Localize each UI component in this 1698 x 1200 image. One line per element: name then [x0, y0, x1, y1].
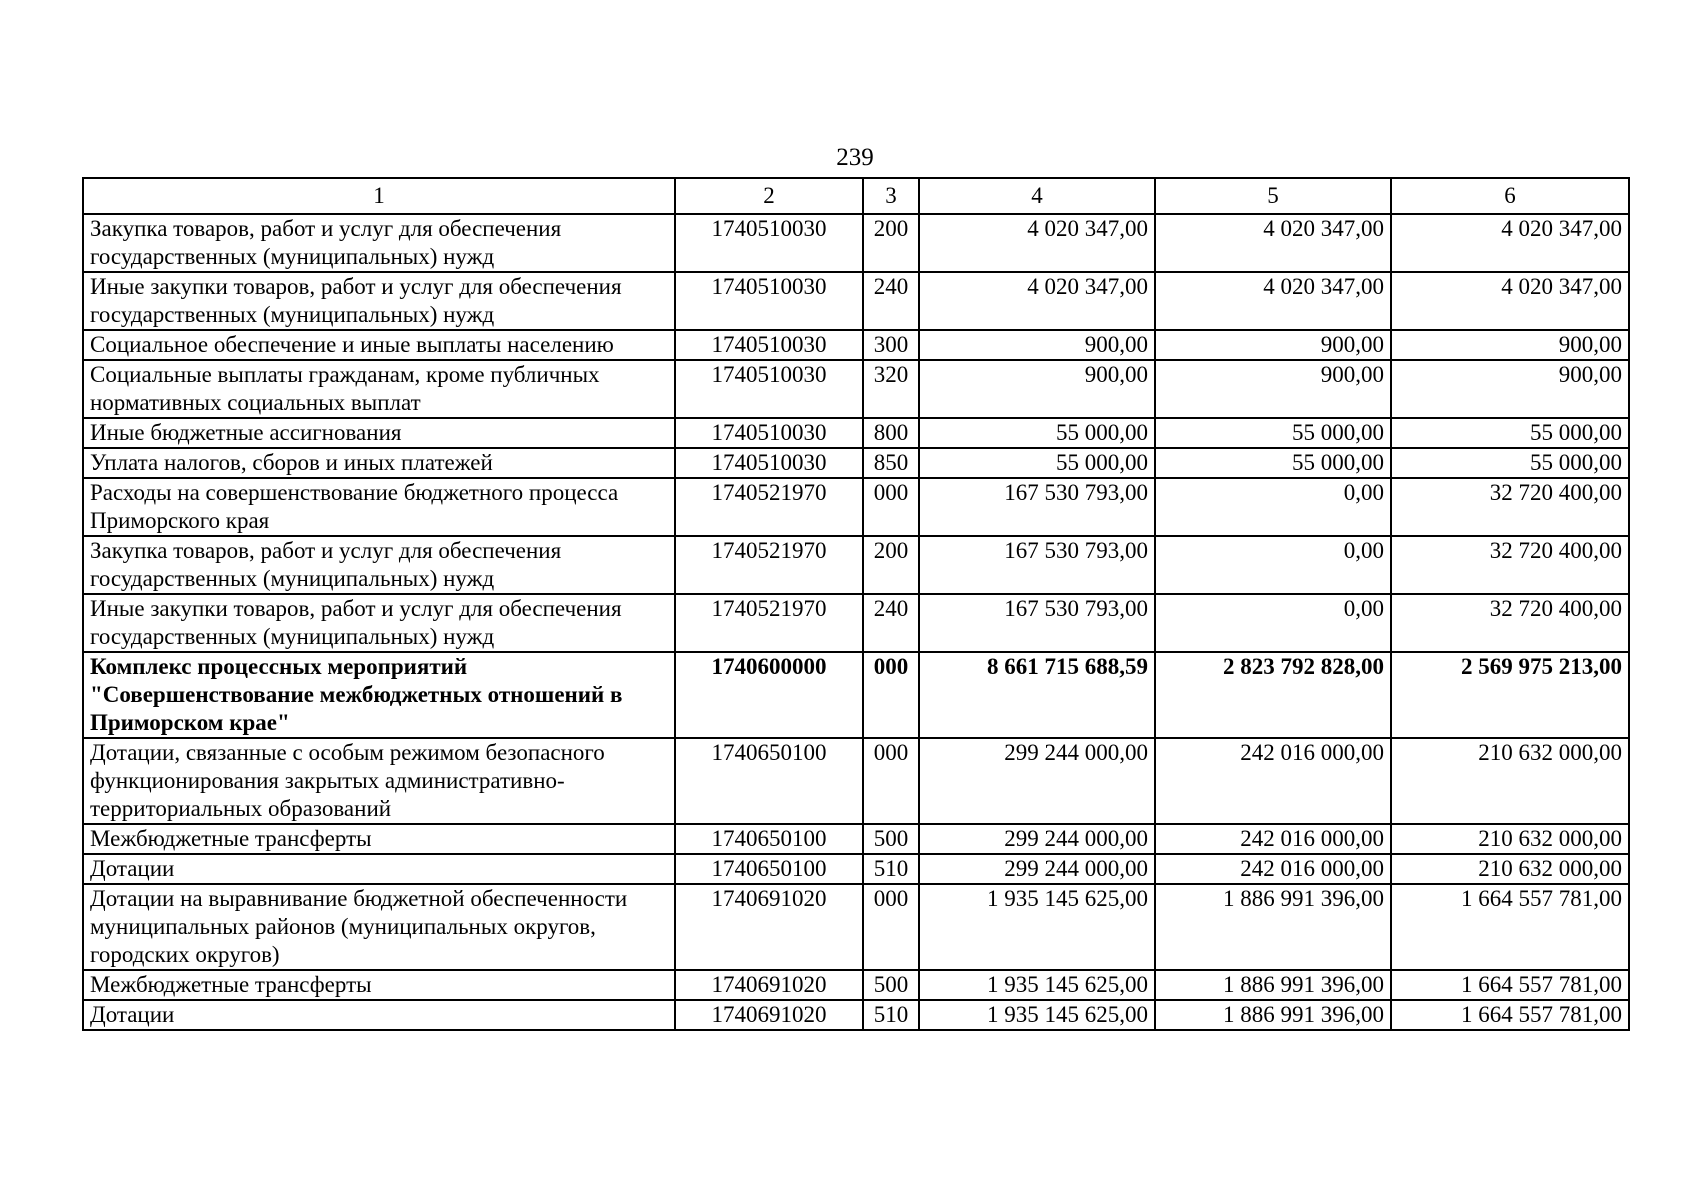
page-number: 239: [836, 144, 874, 171]
row-value-col4: 55 000,00: [919, 448, 1155, 478]
row-value-col6: 1 664 557 781,00: [1391, 1000, 1629, 1030]
row-value-col6: 4 020 347,00: [1391, 214, 1629, 272]
row-name: Комплекс процессных мероприятий "Совершенствование межбюджетных отношений в Приморском крае": [83, 652, 675, 738]
row-type: 240: [863, 272, 919, 330]
row-value-col4: 4 020 347,00: [919, 272, 1155, 330]
row-type: 000: [863, 478, 919, 536]
row-value-col5: 1 886 991 396,00: [1155, 970, 1391, 1000]
row-value-col5: 0,00: [1155, 536, 1391, 594]
table-body: [83, 214, 1629, 1030]
row-value-col4: 167 530 793,00: [919, 594, 1155, 652]
row-value-col4: 299 244 000,00: [919, 824, 1155, 854]
row-code: 1740510030: [675, 330, 863, 360]
row-name: Расходы на совершенствование бюджетного процесса Приморского края: [83, 478, 675, 536]
row-code: 1740510030: [675, 360, 863, 418]
row-value-col4: 4 020 347,00: [919, 214, 1155, 272]
table-row: [83, 272, 1629, 330]
row-type: 000: [863, 652, 919, 738]
row-name: Дотации: [83, 854, 675, 884]
row-value-col5: 55 000,00: [1155, 418, 1391, 448]
row-type: 800: [863, 418, 919, 448]
row-value-col6: 32 720 400,00: [1391, 594, 1629, 652]
column-header-2: 2: [675, 178, 863, 214]
row-type: 510: [863, 1000, 919, 1030]
row-value-col6: 4 020 347,00: [1391, 272, 1629, 330]
row-value-col6: 1 664 557 781,00: [1391, 884, 1629, 970]
row-name: Межбюджетные трансферты: [83, 824, 675, 854]
table-row: [83, 448, 1629, 478]
column-header-3: 3: [863, 178, 919, 214]
row-value-col6: 900,00: [1391, 330, 1629, 360]
table-row: [83, 738, 1629, 824]
row-name: Межбюджетные трансферты: [83, 970, 675, 1000]
row-name: Иные закупки товаров, работ и услуг для обеспечения государственных (муниципальных) нужд: [83, 272, 675, 330]
row-code: 1740510030: [675, 418, 863, 448]
column-header-5: 5: [1155, 178, 1391, 214]
row-code: 1740521970: [675, 478, 863, 536]
row-code: 1740521970: [675, 594, 863, 652]
table-row: [83, 854, 1629, 884]
table-row: [83, 536, 1629, 594]
column-header-6: 6: [1391, 178, 1629, 214]
row-value-col4: 1 935 145 625,00: [919, 1000, 1155, 1030]
row-value-col6: 900,00: [1391, 360, 1629, 418]
row-value-col4: 1 935 145 625,00: [919, 884, 1155, 970]
row-value-col6: 32 720 400,00: [1391, 478, 1629, 536]
row-name: Дотации: [83, 1000, 675, 1030]
row-value-col5: 55 000,00: [1155, 448, 1391, 478]
row-value-col4: 167 530 793,00: [919, 478, 1155, 536]
column-header-1: 1: [83, 178, 675, 214]
table-row: [83, 594, 1629, 652]
row-code: 1740650100: [675, 854, 863, 884]
row-value-col6: 210 632 000,00: [1391, 738, 1629, 824]
row-code: 1740600000: [675, 652, 863, 738]
row-value-col5: 4 020 347,00: [1155, 214, 1391, 272]
row-value-col6: 210 632 000,00: [1391, 854, 1629, 884]
row-type: 000: [863, 738, 919, 824]
row-code: 1740691020: [675, 884, 863, 970]
table-row: [83, 360, 1629, 418]
table-row: [83, 214, 1629, 272]
row-value-col5: 1 886 991 396,00: [1155, 1000, 1391, 1030]
row-value-col5: 2 823 792 828,00: [1155, 652, 1391, 738]
row-value-col5: 242 016 000,00: [1155, 854, 1391, 884]
row-value-col5: 0,00: [1155, 478, 1391, 536]
row-name: Социальные выплаты гражданам, кроме публичных нормативных социальных выплат: [83, 360, 675, 418]
row-code: 1740650100: [675, 824, 863, 854]
row-code: 1740510030: [675, 214, 863, 272]
row-value-col6: 210 632 000,00: [1391, 824, 1629, 854]
row-type: 850: [863, 448, 919, 478]
row-value-col6: 32 720 400,00: [1391, 536, 1629, 594]
row-value-col6: 1 664 557 781,00: [1391, 970, 1629, 1000]
table-header: [83, 178, 1629, 214]
row-type: 320: [863, 360, 919, 418]
row-value-col4: 167 530 793,00: [919, 536, 1155, 594]
row-type: 510: [863, 854, 919, 884]
row-value-col4: 8 661 715 688,59: [919, 652, 1155, 738]
row-value-col4: 299 244 000,00: [919, 738, 1155, 824]
row-value-col4: 1 935 145 625,00: [919, 970, 1155, 1000]
table-row: [83, 652, 1629, 738]
row-type: 240: [863, 594, 919, 652]
budget-table: [82, 177, 1630, 1031]
table-row: [83, 1000, 1629, 1030]
column-header-4: 4: [919, 178, 1155, 214]
row-value-col6: 2 569 975 213,00: [1391, 652, 1629, 738]
row-value-col6: 55 000,00: [1391, 418, 1629, 448]
row-value-col5: 900,00: [1155, 330, 1391, 360]
row-code: 1740521970: [675, 536, 863, 594]
row-type: 300: [863, 330, 919, 360]
row-type: 000: [863, 884, 919, 970]
row-name: Дотации на выравнивание бюджетной обеспеченности муниципальных районов (муниципальных округов, городских округов): [83, 884, 675, 970]
row-code: 1740650100: [675, 738, 863, 824]
row-value-col6: 55 000,00: [1391, 448, 1629, 478]
table-row: [83, 418, 1629, 448]
row-type: 200: [863, 536, 919, 594]
row-type: 500: [863, 824, 919, 854]
header-row: [83, 178, 1629, 214]
row-name: Закупка товаров, работ и услуг для обеспечения государственных (муниципальных) нужд: [83, 536, 675, 594]
row-value-col5: 242 016 000,00: [1155, 738, 1391, 824]
row-name: Закупка товаров, работ и услуг для обеспечения государственных (муниципальных) нужд: [83, 214, 675, 272]
row-value-col4: 900,00: [919, 330, 1155, 360]
row-value-col5: 0,00: [1155, 594, 1391, 652]
row-type: 200: [863, 214, 919, 272]
row-code: 1740510030: [675, 448, 863, 478]
row-name: Иные закупки товаров, работ и услуг для обеспечения государственных (муниципальных) нужд: [83, 594, 675, 652]
row-code: 1740691020: [675, 1000, 863, 1030]
table-row: [83, 330, 1629, 360]
row-value-col4: 299 244 000,00: [919, 854, 1155, 884]
row-value-col4: 900,00: [919, 360, 1155, 418]
row-name: Иные бюджетные ассигнования: [83, 418, 675, 448]
row-type: 500: [863, 970, 919, 1000]
table-row: [83, 970, 1629, 1000]
row-value-col5: 1 886 991 396,00: [1155, 884, 1391, 970]
row-value-col5: 900,00: [1155, 360, 1391, 418]
row-value-col5: 242 016 000,00: [1155, 824, 1391, 854]
row-name: Дотации, связанные с особым режимом безопасного функционирования закрытых административно-территориальных образований: [83, 738, 675, 824]
row-code: 1740691020: [675, 970, 863, 1000]
table-row: [83, 478, 1629, 536]
row-name: Уплата налогов, сборов и иных платежей: [83, 448, 675, 478]
row-value-col4: 55 000,00: [919, 418, 1155, 448]
row-value-col5: 4 020 347,00: [1155, 272, 1391, 330]
table-row: [83, 884, 1629, 970]
row-name: Социальное обеспечение и иные выплаты населению: [83, 330, 675, 360]
row-code: 1740510030: [675, 272, 863, 330]
table-row: [83, 824, 1629, 854]
